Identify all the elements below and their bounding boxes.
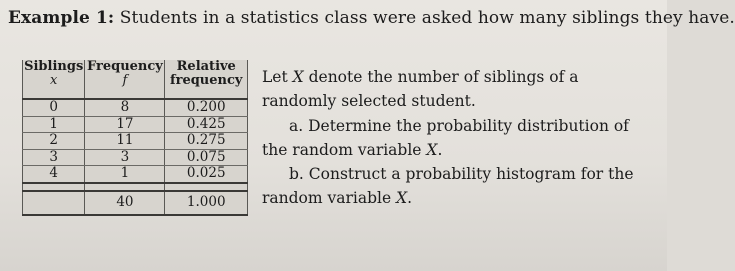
cell-f: 1 xyxy=(85,166,165,183)
header-frequency-symbol: f xyxy=(122,73,128,88)
total-rf: 1.000 xyxy=(165,191,248,215)
variable-x: X xyxy=(292,68,304,86)
cell-x: 1 xyxy=(23,116,85,133)
header-siblings-label: Siblings xyxy=(24,59,84,74)
cell-rf: 0.275 xyxy=(165,133,248,150)
spacer-cell xyxy=(165,183,248,191)
cell-rf: 0.075 xyxy=(165,149,248,166)
text-fragment: Let xyxy=(262,68,293,86)
table-spacer-row xyxy=(23,183,248,191)
total-x xyxy=(23,191,85,215)
question-b: b. Construct a probability histogram for the xyxy=(289,165,634,183)
cell-x: 2 xyxy=(23,133,85,150)
total-f: 40 xyxy=(85,191,165,215)
spacer-cell xyxy=(85,183,165,191)
variable-x: X xyxy=(396,189,408,207)
text-fragment: . xyxy=(407,189,413,207)
header-siblings xyxy=(23,60,85,99)
paragraph-line-6 xyxy=(262,189,412,207)
header-siblings-symbol: x xyxy=(50,73,58,88)
paragraph-line-1 xyxy=(262,68,579,86)
cell-f: 8 xyxy=(85,99,165,116)
paragraph-line-4 xyxy=(262,141,442,159)
text-fragment: denote the number of siblings of a xyxy=(303,68,579,86)
variable-x: X xyxy=(426,141,438,159)
table-header-row xyxy=(23,60,248,99)
frequency-table xyxy=(22,60,248,216)
cell-x: 4 xyxy=(23,166,85,183)
table-total-row xyxy=(23,191,248,215)
cell-f: 3 xyxy=(85,149,165,166)
header-frequency xyxy=(85,60,165,99)
cell-x: 3 xyxy=(23,149,85,166)
cell-f: 17 xyxy=(85,116,165,133)
header-frequency-label: Frequency xyxy=(86,59,163,74)
example-statement: Students in a statistics class were asked how many siblings they have. xyxy=(119,8,735,28)
table-row xyxy=(23,99,248,116)
header-frequency-line2: frequency xyxy=(170,73,243,88)
table-row xyxy=(23,116,248,133)
cell-rf: 0.425 xyxy=(165,116,248,133)
question-a: a. Determine the probability distribution of xyxy=(289,117,629,135)
cell-f: 11 xyxy=(85,133,165,150)
header-relative-label: Relative xyxy=(176,59,236,74)
cell-rf: 0.200 xyxy=(165,99,248,116)
cell-x: 0 xyxy=(23,99,85,116)
paragraph-line-2: randomly selected student. xyxy=(262,92,476,110)
table-row xyxy=(23,149,248,166)
example-label: Example 1: xyxy=(8,8,115,28)
table-row xyxy=(23,133,248,150)
text-fragment: . xyxy=(437,141,443,159)
spacer-cell xyxy=(23,183,85,191)
example-title xyxy=(8,8,735,28)
text-fragment: random variable xyxy=(262,189,397,207)
table-row xyxy=(23,166,248,183)
text-fragment: the random variable xyxy=(262,141,427,159)
header-relative-frequency xyxy=(165,60,248,99)
cell-rf: 0.025 xyxy=(165,166,248,183)
